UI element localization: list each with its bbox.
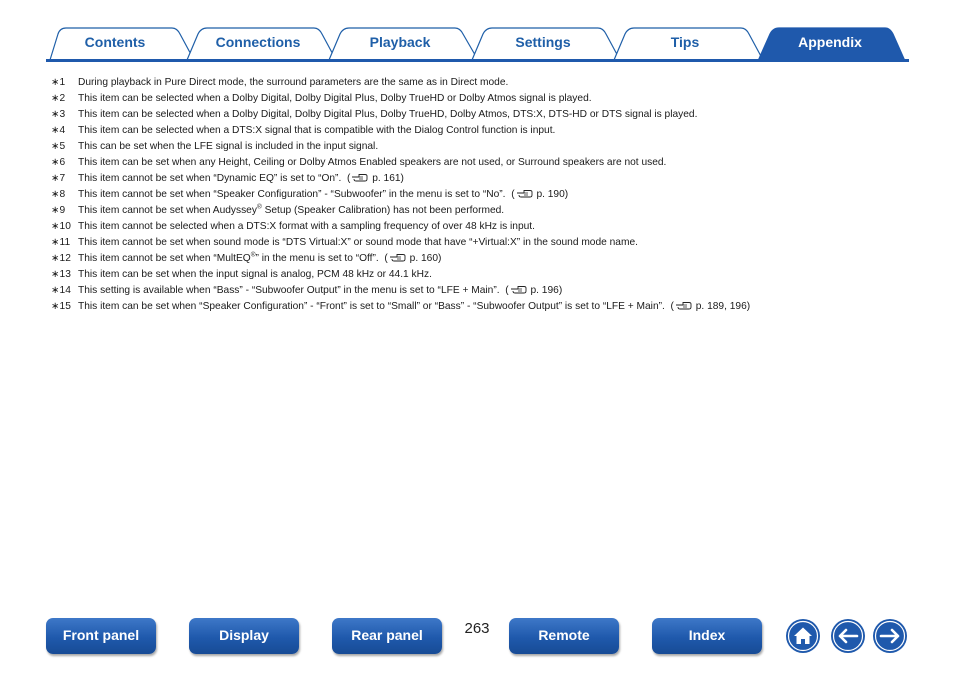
footnote-text: This item can be set when the input signal is analog, PCM 48 kHz or 44.1 kHz. [78, 269, 432, 280]
front-panel-button[interactable]: Front panel [46, 618, 156, 654]
footnote-8 [51, 187, 911, 203]
footnote-3 [51, 107, 911, 123]
footnote-1 [51, 75, 911, 91]
footnote-11 [51, 235, 911, 251]
footnote-body [78, 251, 441, 267]
page-reference: p. 189, 196 [695, 301, 747, 312]
footnote-15 [51, 299, 911, 315]
page-reference: p. 196 [530, 285, 559, 296]
footnote-9 [51, 203, 911, 219]
page-reference: p. 190 [536, 189, 565, 200]
page-reference-link[interactable]: ( p. 160) [384, 253, 442, 264]
footnote-12 [51, 251, 911, 267]
footnote-4 [51, 123, 911, 139]
footnote-list [51, 75, 911, 315]
page-reference: p. 160 [409, 253, 438, 264]
footnote-mark: ∗9 [51, 205, 66, 216]
pointing-hand-icon [510, 285, 527, 294]
footnote-text: This item can be selected when a Dolby Digital, Dolby Digital Plus, Dolby TrueHD, Dolby Atmos, DTS:X, DTS-HD or DTS signal is played. [78, 109, 698, 120]
footnote-mark: ∗2 [51, 93, 66, 104]
page-reference-link[interactable]: ( p. 161) [346, 173, 404, 184]
footnote-text: This item cannot be set when “Dynamic EQ” is set to “On”. [78, 173, 342, 184]
footnote-mark: ∗5 [51, 141, 66, 152]
footnote-mark: ∗8 [51, 189, 66, 200]
pointing-hand-icon [516, 189, 533, 198]
pointing-hand-icon [351, 173, 368, 182]
footnote-13 [51, 267, 911, 283]
footnote-text: This item can be selected when a DTS:X signal that is compatible with the Dialog Control function is input. [78, 125, 556, 136]
registered-mark: ® [256, 203, 262, 211]
footnote-body [78, 187, 568, 203]
display-button[interactable]: Display [189, 618, 299, 654]
footnote-2 [51, 91, 911, 107]
tab-tips-label[interactable]: Tips [670, 34, 700, 50]
back-arrow-icon[interactable] [830, 618, 866, 654]
footnote-text: This item can be set when “Speaker Configuration” - “Front” is set to “Small” or “Bass” - “Subwoofer Output” is set to “LFE + Main”. [78, 301, 665, 312]
footnote-7 [51, 171, 911, 187]
footnote-body [78, 171, 404, 187]
footnote-mark: ∗3 [51, 109, 66, 120]
tab-settings-label[interactable]: Settings [515, 34, 571, 50]
tab-contents-label[interactable]: Contents [84, 34, 146, 50]
home-icon[interactable] [785, 618, 821, 654]
footnote-mark: ∗7 [51, 173, 66, 184]
footnote-text: This item cannot be set when “MultEQ [78, 253, 251, 264]
footnote-text: This item can be set when any Height, Ceiling or Dolby Atmos Enabled speakers are not used, or Surround speakers are not used. [78, 157, 667, 168]
footnote-text: This item cannot be set when Audyssey [78, 205, 257, 216]
forward-arrow-icon[interactable] [872, 618, 908, 654]
footnote-mark: ∗13 [51, 269, 71, 280]
pointing-hand-icon [389, 253, 406, 262]
footnote-text: This setting is available when “Bass” - “Subwoofer Output” in the menu is set to “LFE + Main”. [78, 285, 500, 296]
footnote-mark: ∗1 [51, 77, 66, 88]
footnote-text: This item can be selected when a Dolby Digital, Dolby Digital Plus, Dolby TrueHD or Dolby Atmos signal is played. [78, 93, 592, 104]
page-reference-link[interactable]: ( p. 190) [511, 189, 569, 200]
footnote-body [78, 299, 750, 315]
page-reference: p. 161 [372, 173, 401, 184]
page-reference-link[interactable]: ( p. 196) [505, 285, 563, 296]
footnote-5 [51, 139, 911, 155]
footnote-text: This item cannot be set when sound mode is “DTS Virtual:X” or sound mode that have “+Virtual:X” in the sound mode name. [78, 237, 638, 248]
footnote-body [78, 203, 504, 219]
index-button[interactable]: Index [652, 618, 762, 654]
footnote-text: During playback in Pure Direct mode, the surround parameters are the same as in Direct mode. [78, 77, 509, 88]
footnote-mark: ∗10 [51, 221, 71, 232]
tab-connections-label[interactable]: Connections [215, 34, 301, 50]
tab-appendix-label[interactable]: Appendix [798, 34, 862, 50]
footnote-text: This item cannot be selected when a DTS:X format with a sampling frequency of over 48 kHz is input. [78, 221, 535, 232]
footnote-10 [51, 219, 911, 235]
tab-playback-label[interactable]: Playback [369, 34, 431, 50]
footnote-text-cont: Setup (Speaker Calibration) has not been performed. [261, 205, 505, 216]
rear-panel-button[interactable]: Rear panel [332, 618, 442, 654]
footnote-text-cont: ” in the menu is set to “Off”. [255, 253, 379, 264]
footnote-14 [51, 283, 911, 299]
footnote-mark: ∗14 [51, 285, 71, 296]
registered-mark: ® [250, 251, 256, 259]
footnote-text: This item cannot be set when “Speaker Configuration” - “Subwoofer” in the menu is set to “No”. [78, 189, 506, 200]
footnote-mark: ∗6 [51, 157, 66, 168]
tab-bar [0, 0, 954, 64]
page-reference-link[interactable]: ( p. 189, 196) [670, 301, 751, 312]
footnote-text: This can be set when the LFE signal is included in the input signal. [78, 141, 379, 152]
footnote-mark: ∗12 [51, 253, 71, 264]
footnote-mark: ∗11 [51, 237, 71, 248]
pointing-hand-icon [675, 301, 692, 310]
page-number: 263 [464, 620, 490, 637]
footnote-body [78, 283, 562, 299]
remote-button[interactable]: Remote [509, 618, 619, 654]
footnote-6 [51, 155, 911, 171]
footnote-mark: ∗4 [51, 125, 66, 136]
footnote-mark: ∗15 [51, 301, 71, 312]
